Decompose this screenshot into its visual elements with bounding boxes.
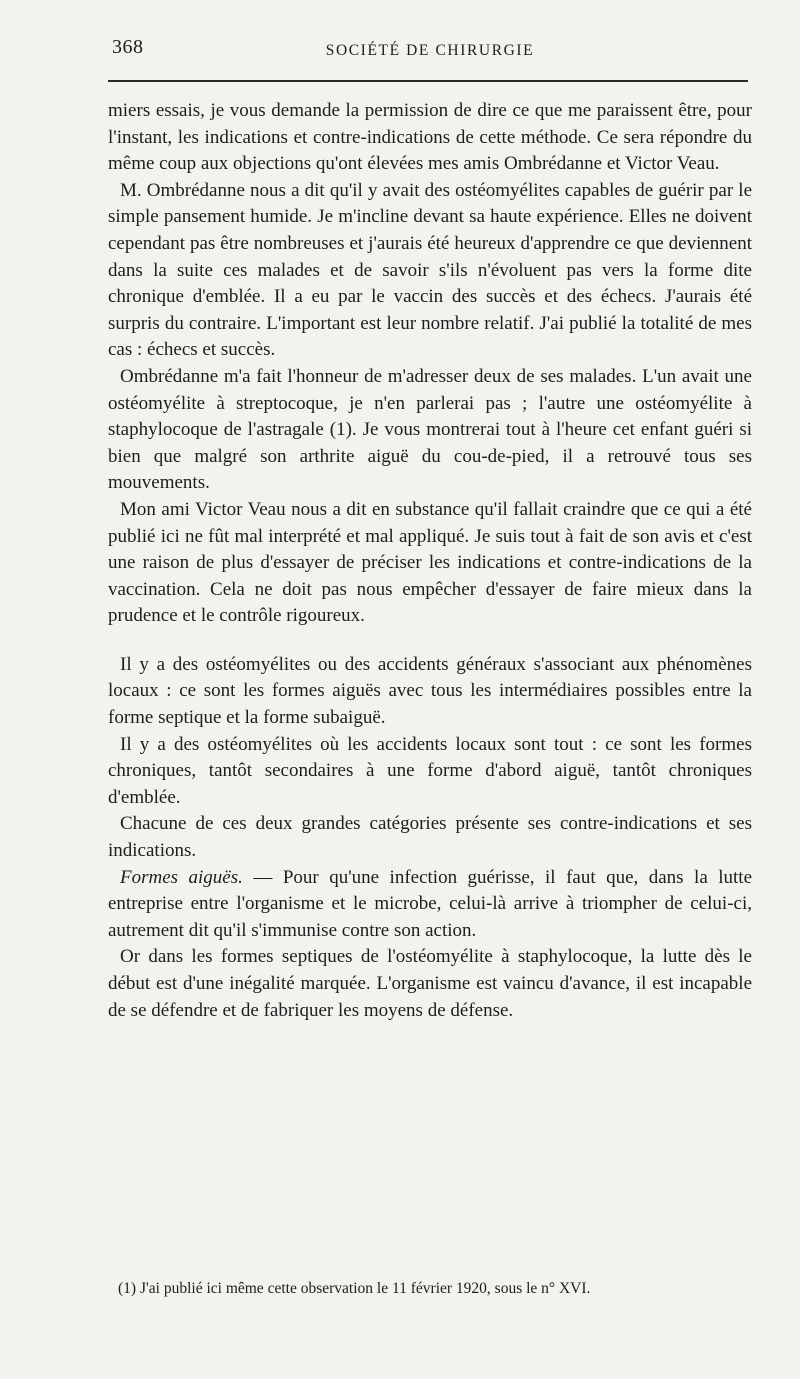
running-title: SOCIÉTÉ DE CHIRURGIE (325, 42, 535, 59)
paragraph: Or dans les formes septiques de l'ostéomyélite à staphylocoque, la lutte dès le début est d'une inégalité marquée. L'organisme est vaincu d'avance, il est incapable de se défendre et de fabriquer les moyens de défense. (108, 946, 752, 1021)
footnote: (1) J'ai publié ici même cette observation le 11 février 1920, sous le n° XVI. (118, 1280, 591, 1297)
paragraph: Il y a des ostéomyélites ou des accidents généraux s'associant aux phénomènes locaux : ce sont les formes aiguës avec tous les intermédiaires possibles entre la forme septique et la forme subaiguë. (108, 653, 752, 729)
section-lead: Formes aiguës. (120, 866, 243, 888)
body-text (108, 98, 752, 1024)
paragraph (108, 865, 752, 945)
paragraph: Ombrédanne m'a fait l'honneur de m'adresser deux de ses malades. L'un avait une ostéomyélite à streptocoque, je n'en parlerai pas ; l'autre une ostéomyélite à staphylocoque de l'astragale (1). Je vous montrerai tout à l'heure cet enfant guéri si bien que malgré son arthrite aiguë du cou-de-pied, il a retrouvé tous ses mouvements. (108, 365, 752, 494)
paragraph: M. Ombrédanne nous a dit qu'il y avait des ostéomyélites capables de guérir par le simple pansement humide. Je m'incline devant sa haute expérience. Elles ne doivent cependant pas être nombreuses et j'aurais été heureux d'apprendre ce que deviennent dans la suite ces malades et de savoir s'ils n'évoluent pas vers la forme dite chronique d'emblée. Il a eu par le vaccin des succès et des échecs. J'aurais été surpris du contraire. L'important est leur nombre relatif. J'ai publié la totalité de mes cas : échecs et succès. (108, 179, 752, 361)
paragraph: miers essais, je vous demande la permission de dire ce que me paraissent être, pour l'instant, les indications et contre-indications de cette méthode. Ce sera répondre du même coup aux objections qu'ont élevées mes amis Ombrédanne et Victor Veau. (108, 100, 752, 175)
header-rule (108, 80, 748, 82)
page-number: 368 (112, 36, 144, 58)
page-header (0, 36, 800, 66)
paragraph: Il y a des ostéomyélites où les accidents locaux sont tout : ce sont les formes chroniques, tantôt secondaires à une forme d'abord aiguë, tantôt chroniques d'emblée. (108, 733, 752, 808)
paragraph: Mon ami Victor Veau nous a dit en substance qu'il fallait craindre que ce qui a été publié ici ne fût mal interprété et mal appliqué. Je suis tout à fait de son avis et c'est une raison de plus d'essayer de préciser les indications et contre-indications de la vaccination. Cela ne doit pas nous empêcher d'essayer de faire mieux dans la prudence et le contrôle rigoureux. (108, 498, 752, 627)
paragraph: Chacune de ces deux grandes catégories présente ses contre-indications et ses indications. (108, 813, 752, 862)
paragraph-text: — Pour qu'une infection guérisse, il faut que, dans la lutte entreprise entre l'organisme et le microbe, celui-là arrive à triompher de celui-ci, autrement dit qu'il s'immunise contre son action. (108, 866, 752, 941)
